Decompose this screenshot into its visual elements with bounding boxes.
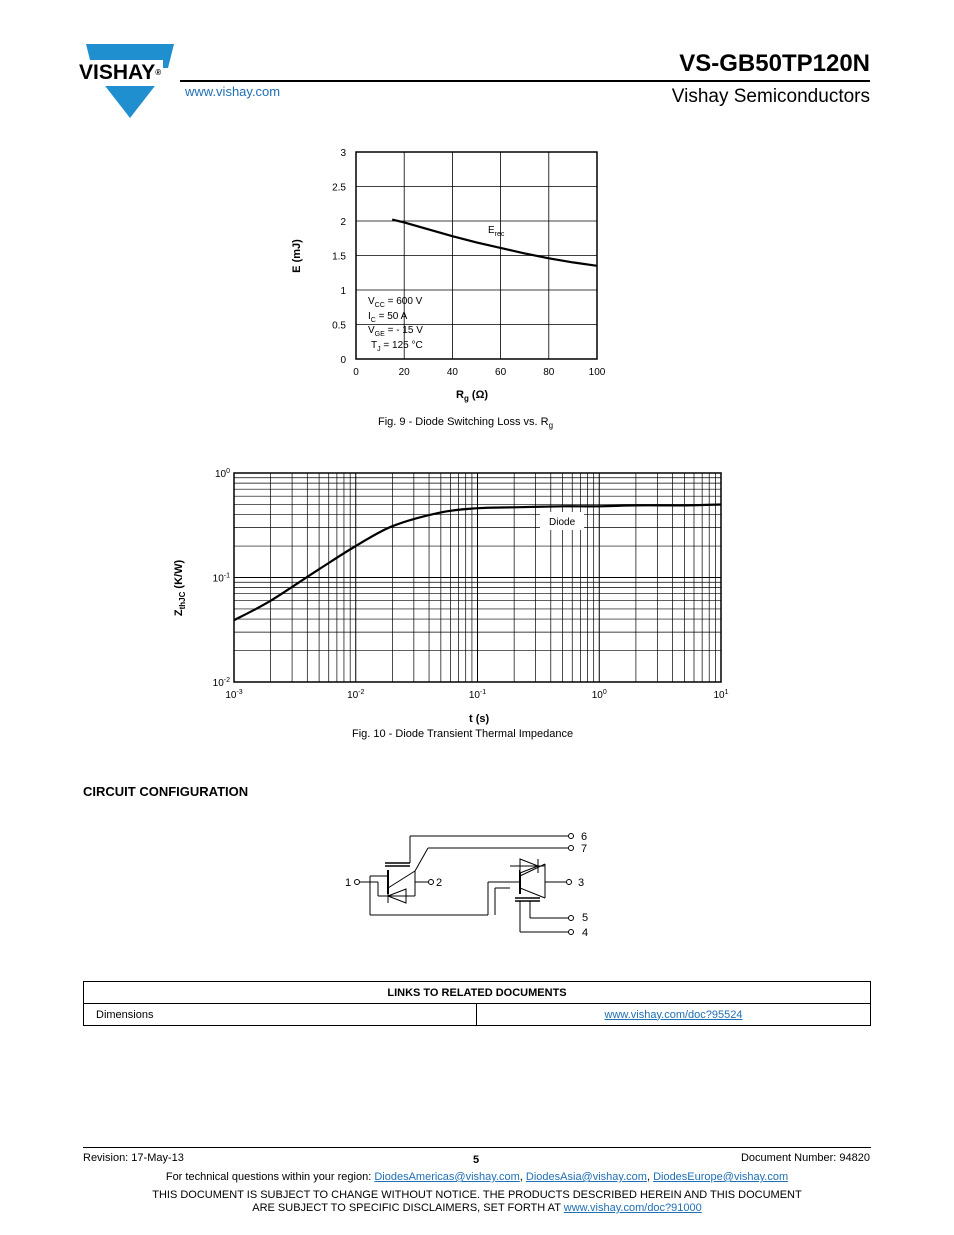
fig10-series-label: Diode	[549, 517, 576, 528]
brand-name: VISHAY	[79, 61, 156, 84]
support-prefix: For technical questions within your region:	[165, 1171, 375, 1183]
fig10-chart	[160, 462, 760, 728]
vishay-wordmark	[77, 60, 163, 86]
fig9-cond-vge: $V_{GE}$ = - 15 V	[368, 325, 423, 338]
fig9-xtick-label: 100	[588, 367, 606, 378]
fig10-ylabel: $Z_{thJC}$ (K/W)	[173, 559, 187, 617]
fig10-xlabel: t (s)	[469, 713, 490, 725]
disclaimer-text: ARE SUBJECT TO SPECIFIC DISCLAIMERS, SET FORTH AT	[252, 1202, 564, 1214]
fig9-ylabel: E (mJ)	[291, 239, 303, 273]
fig10-xtick-label: $10^{-1}$	[468, 689, 487, 701]
pin-1-terminal	[355, 880, 360, 885]
pin-2-label: 2	[436, 877, 443, 889]
fig10-xtick-label: $10^1$	[713, 689, 729, 701]
fig9-ytick-label: 3	[340, 148, 346, 159]
company-name: Vishay Semiconductors	[671, 86, 870, 107]
fig9-ytick-label: 2.5	[332, 182, 346, 194]
related-docs-table	[83, 981, 871, 1026]
fig9-xtick-label: 20	[398, 367, 410, 378]
fig10-xtick-label: $10^{-2}$	[347, 689, 365, 701]
footer-page-number: 5	[473, 1154, 480, 1166]
header-rule	[180, 80, 870, 82]
related-doc-label: Dimensions	[84, 1004, 477, 1026]
footer-disclaimer-1: THIS DOCUMENT IS SUBJECT TO CHANGE WITHOUT NOTICE. THE PRODUCTS DESCRIBED HEREIN AND THIS DOCUMENT	[152, 1189, 802, 1201]
fig9-ytick-label: 0.5	[332, 320, 346, 332]
fig9-ytick-label: 2	[340, 217, 346, 228]
pin-6-terminal	[569, 834, 574, 839]
fig9-cond-tj: $T_J = 125$ °C	[371, 340, 423, 353]
footer-support	[0, 1171, 954, 1183]
fig9-curve-label: $E_{rec}$	[488, 225, 505, 238]
pin-2-terminal	[429, 880, 434, 885]
related-doc-link[interactable]	[477, 1004, 871, 1026]
fig10-ytick-label: $10^0$	[214, 468, 230, 480]
footer-docnum: Document Number: 94820	[740, 1152, 870, 1164]
separator: ,	[519, 1171, 526, 1183]
separator: ,	[646, 1171, 654, 1183]
pin-3-label: 3	[578, 877, 585, 889]
fig9-xtick-label: 0	[353, 367, 359, 378]
registered-mark: ®	[155, 68, 162, 77]
fig10-ytick-label: $10^{-1}$	[212, 572, 230, 585]
pin-4-terminal	[569, 930, 574, 935]
dimensions-link[interactable]: www.vishay.com/doc?95524	[604, 1008, 743, 1021]
fig10-tick-labels	[213, 468, 729, 701]
related-docs-header: LINKS TO RELATED DOCUMENTS	[84, 982, 871, 1004]
disclaimer-link[interactable]: www.vishay.com/doc?91000	[563, 1202, 702, 1214]
fig9-caption: Fig. 9 - Diode Switching Loss vs. $R_g$	[378, 416, 554, 431]
pin-6-label: 6	[581, 831, 588, 843]
email-europe-link[interactable]: DiodesEurope@vishay.com	[653, 1171, 789, 1183]
fig9-cond-ic: $I_C = 50$ A	[368, 311, 408, 324]
footer-disclaimer-2	[0, 1202, 954, 1214]
fig9-ytick-label: 1	[340, 286, 346, 297]
vishay-logo	[80, 42, 180, 120]
circuit-heading: CIRCUIT CONFIGURATION	[83, 784, 249, 799]
fig9-ytick-label: 0	[340, 355, 346, 366]
pin-3-terminal	[567, 880, 572, 885]
email-americas-link[interactable]: DiodesAmericas@vishay.com	[374, 1171, 520, 1183]
pin-1-label: 1	[345, 877, 352, 889]
fig9-xtick-label: 40	[446, 367, 458, 378]
fig9-chart	[280, 140, 640, 410]
pin-7-label: 7	[581, 843, 588, 855]
pin-7-terminal	[569, 846, 574, 851]
fig9-cond-vcc: $V_{CC} = 600$ V	[368, 296, 423, 309]
part-number: VS-GB50TP120N	[679, 50, 870, 77]
email-asia-link[interactable]: DiodesAsia@vishay.com	[525, 1171, 647, 1183]
related-docs-header-row	[84, 982, 871, 1004]
website-link[interactable]: www.vishay.com	[185, 84, 281, 99]
fig10-xtick-label: $10^0$	[591, 689, 607, 701]
pin-5-label: 5	[582, 912, 589, 924]
fig10-caption: Fig. 10 - Diode Transient Thermal Impedance	[352, 728, 574, 740]
pin-4-label: 4	[582, 927, 589, 939]
table-row	[84, 1004, 871, 1026]
footer-rule	[83, 1147, 871, 1148]
fig10-xtick-label: $10^{-3}$	[225, 689, 243, 701]
fig10-ytick-label: $10^{-2}$	[212, 677, 230, 689]
fig9-xtick-label: 80	[543, 367, 555, 378]
fig9-xlabel: $R_g$ (Ω)	[456, 389, 489, 403]
fig9-ytick-label: 1.5	[332, 251, 346, 263]
circuit-diagram	[340, 826, 600, 944]
fig9-xtick-label: 60	[495, 367, 507, 378]
pin-5-terminal	[569, 916, 574, 921]
footer-revision: Revision: 17-May-13	[83, 1152, 184, 1164]
